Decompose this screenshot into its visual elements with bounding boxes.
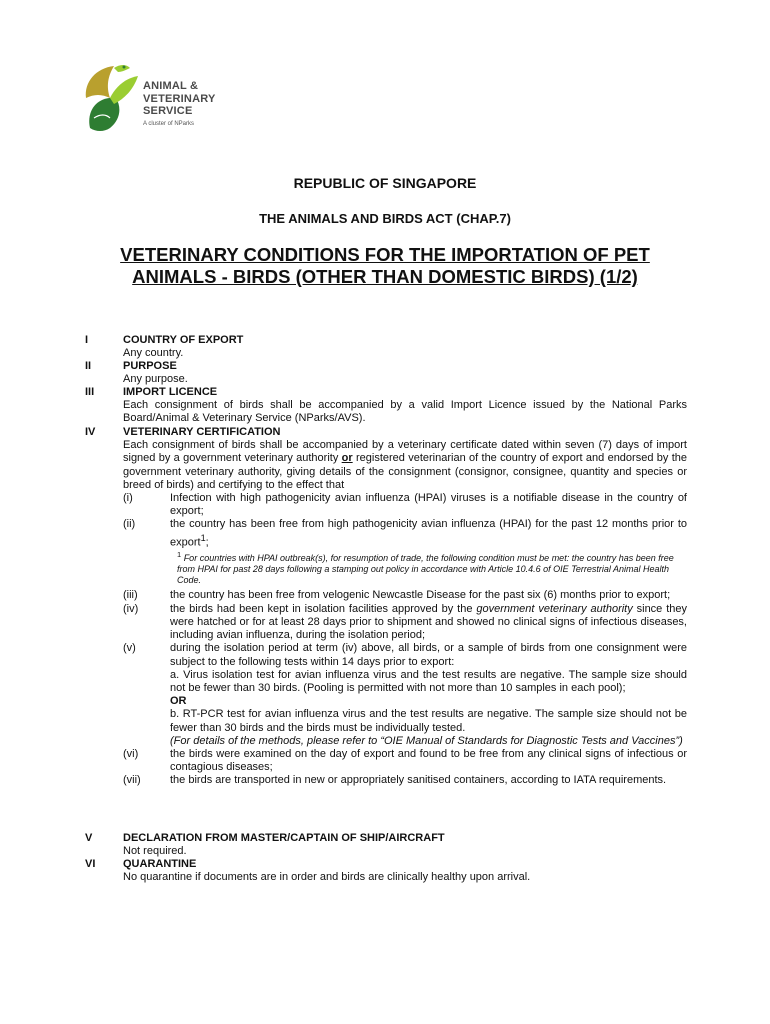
avs-logo-wordmark: ANIMAL & VETERINARY SERVICE: [143, 80, 216, 117]
condition-text: the country has been free from high pathogenicity avian influenza (HPAI) for the past 12 months prior to export$^1$;: [170, 518, 687, 549]
condition-text: Infection with high pathogenicity avian influenza (HPAI) viruses is a notifiable disease in the country of export;: [170, 492, 687, 518]
section-heading: VETERINARY CERTIFICATION: [123, 426, 281, 438]
test-or-separator: OR: [170, 695, 187, 708]
republic-heading: REPUBLIC OF SINGAPORE: [293, 175, 477, 191]
condition-ii: [123, 518, 687, 549]
avs-logo-tagline: A cluster of NParks: [143, 121, 195, 127]
condition-text: the birds had been kept in isolation facilities approved by the government veterinary authority since they were hatched or for at least 28 days prior to shipment and showed no clinical signs of infectious diseases, including avian influenza, during the isolation period;: [170, 602, 687, 642]
condition-label: (i): [123, 492, 133, 505]
section-heading: DECLARATION FROM MASTER/CAPTAIN OF SHIP/AIRCRAFT: [123, 832, 445, 844]
avs-logo: [80, 58, 240, 136]
test-methods-note: (For details of the methods, please refer to “OIE Manual of Standards for Diagnostic Tests and Vaccines”): [170, 734, 683, 747]
certification-intro: Each consignment of birds shall be accompanied by a veterinary certificate dated within seven (7) days of import signed by a government veterinary authority or registered veterinarian of the country of export and endorsed by the government veterinary authority, giving details of the consignment (consignor, consignee, quantity and species or breed of birds) and certifying to the effect that: [123, 439, 687, 491]
footnote: $^1$ For countries with HPAI outbreak(s), for resumption of trade, the following condition must be met: the country has been free from HPAI for past 28 days following a stamping out policy in accordance with Article 10.4.6 of OIE Terrestrial Animal Health Code.: [177, 550, 674, 586]
section-number: II: [85, 360, 92, 372]
condition-label: (iii): [123, 589, 138, 602]
section-heading: IMPORT LICENCE: [123, 386, 218, 398]
condition-iii: [123, 589, 687, 602]
section-text: Each consignment of birds shall be accompanied by a valid Import Licence issued by the National Parks Board/Animal & Veterinary Service (NParks/AVS).: [123, 399, 687, 425]
condition-label: (iv): [123, 602, 139, 615]
condition-label: (ii): [123, 518, 136, 531]
test-option-b: b. RT-PCR test for avian influenza virus and the test results are negative. The sample size should not be fewer than 30 birds and the birds must be individually tested.: [170, 708, 687, 734]
section-heading: COUNTRY OF EXPORT: [123, 334, 244, 346]
condition-text: the birds were examined on the day of export and found to be free from any clinical signs of infectious or contagious diseases;: [170, 747, 687, 774]
footnote-marker: 1: [200, 532, 206, 543]
test-option-a: a. Virus isolation test for avian influenza virus and the test results are negative. The sample size should not be fewer than 30 birds. (Pooling is permitted with not more than 10 samples in each pool);: [170, 668, 687, 694]
section-number: IV: [85, 426, 96, 438]
section-number: VI: [85, 858, 96, 870]
document-title: VETERINARY CONDITIONS FOR THE IMPORTATION OF PET ANIMALS - BIRDS (OTHER THAN DOMESTIC BIRDS) (1/2): [120, 244, 650, 287]
condition-label: (vi): [123, 747, 139, 760]
condition-label: (vii): [123, 774, 141, 787]
section-number: I: [85, 334, 89, 346]
section-number: III: [85, 386, 95, 398]
section-text: Any purpose.: [123, 373, 188, 386]
condition-iv: [123, 603, 687, 643]
section-text: No quarantine if documents are in order and birds are clinically healthy upon arrival.: [123, 871, 531, 884]
section-text: Any country.: [123, 347, 184, 360]
section-heading: PURPOSE: [123, 360, 177, 372]
condition-i: [123, 492, 687, 518]
condition-vii: [123, 774, 687, 787]
condition-text: the country has been free from velogenic Newcastle Disease for the past six (6) months prior to export;: [170, 589, 671, 602]
avs-bird-leaf-icon: [80, 58, 142, 136]
condition-label: (v): [123, 642, 136, 655]
section-heading: QUARANTINE: [123, 858, 197, 870]
act-heading: THE ANIMALS AND BIRDS ACT (CHAP.7): [259, 211, 511, 226]
section-text: Not required.: [123, 845, 187, 858]
condition-text: the birds are transported in new or appropriately sanitised containers, according to IATA requirements.: [170, 774, 667, 787]
section-number: V: [85, 832, 93, 844]
condition-vi: [123, 748, 687, 774]
condition-v: [123, 642, 687, 748]
condition-text: during the isolation period at term (iv) above, all birds, or a sample of birds from one consignment were subject to the following tests within 14 days prior to export: a. Virus isolation test for avian influenza virus and the test results are negative. The sample size should not be fewer than 30 birds. (Pooling is permitted with not more than 10 samples in each pool); OR b. RT-PCR test for avian influenza virus and the test results are negative. The sample size should not be fewer than 30 birds and the birds must be individually tested. (For details of the methods, please refer to “OIE Manual of Standards for Diagnostic Tests and Vaccines”): [170, 642, 687, 747]
